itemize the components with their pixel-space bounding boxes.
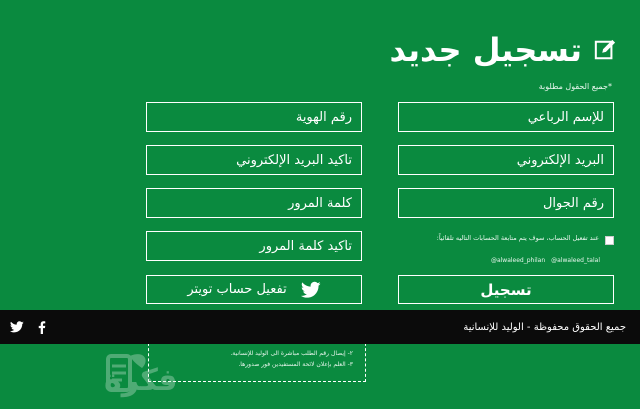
consent-text: عند تفعيل الحساب، سوف يتم متابعة الحسابات التاليه تلقائياً: [436,234,599,242]
password-field[interactable] [146,188,362,218]
register-button[interactable]: تسجيل [398,275,614,304]
twitter-handle[interactable]: @alwaleed_talal [551,257,600,264]
twitter-handle[interactable]: @alwaleed_philan [490,257,546,264]
mobile-field[interactable] [398,188,614,218]
activate-twitter-button[interactable] [146,275,362,304]
page-title: تسجيل جديد [389,31,582,69]
national-id-field[interactable] [146,102,362,132]
copyright-text: جميع الحقوق محفوظة - الوليد للإنسانية [463,321,626,333]
edit-icon [594,39,616,61]
consent-checkbox[interactable] [605,236,614,245]
twitter-icon [301,281,321,299]
footer-bar [0,310,640,344]
password-confirm-field[interactable] [146,231,362,261]
social-links [10,321,46,334]
svg-text:فكرة: فكرة [104,363,178,398]
note-item: ٣- العلم بإعلان لائحة المستفيدين فور صدورها. [238,361,353,369]
facebook-icon[interactable] [38,321,46,334]
twitter-button-label: تفعيل حساب تويتر [187,282,287,297]
title-row [389,31,616,69]
note-item: ٢- إيصال رقم الطلب مباشرة الى الوليد للإنسانية. [230,350,353,357]
follow-consent [398,234,614,245]
twitter-icon[interactable] [10,321,24,333]
email-confirm-field[interactable] [146,145,362,175]
full-name-field[interactable] [398,102,614,132]
email-field[interactable] [398,145,614,175]
required-fields-note: *جميع الحقول مطلوبة [538,82,612,91]
watermark-logo [4,346,178,406]
twitter-handles [491,257,600,264]
